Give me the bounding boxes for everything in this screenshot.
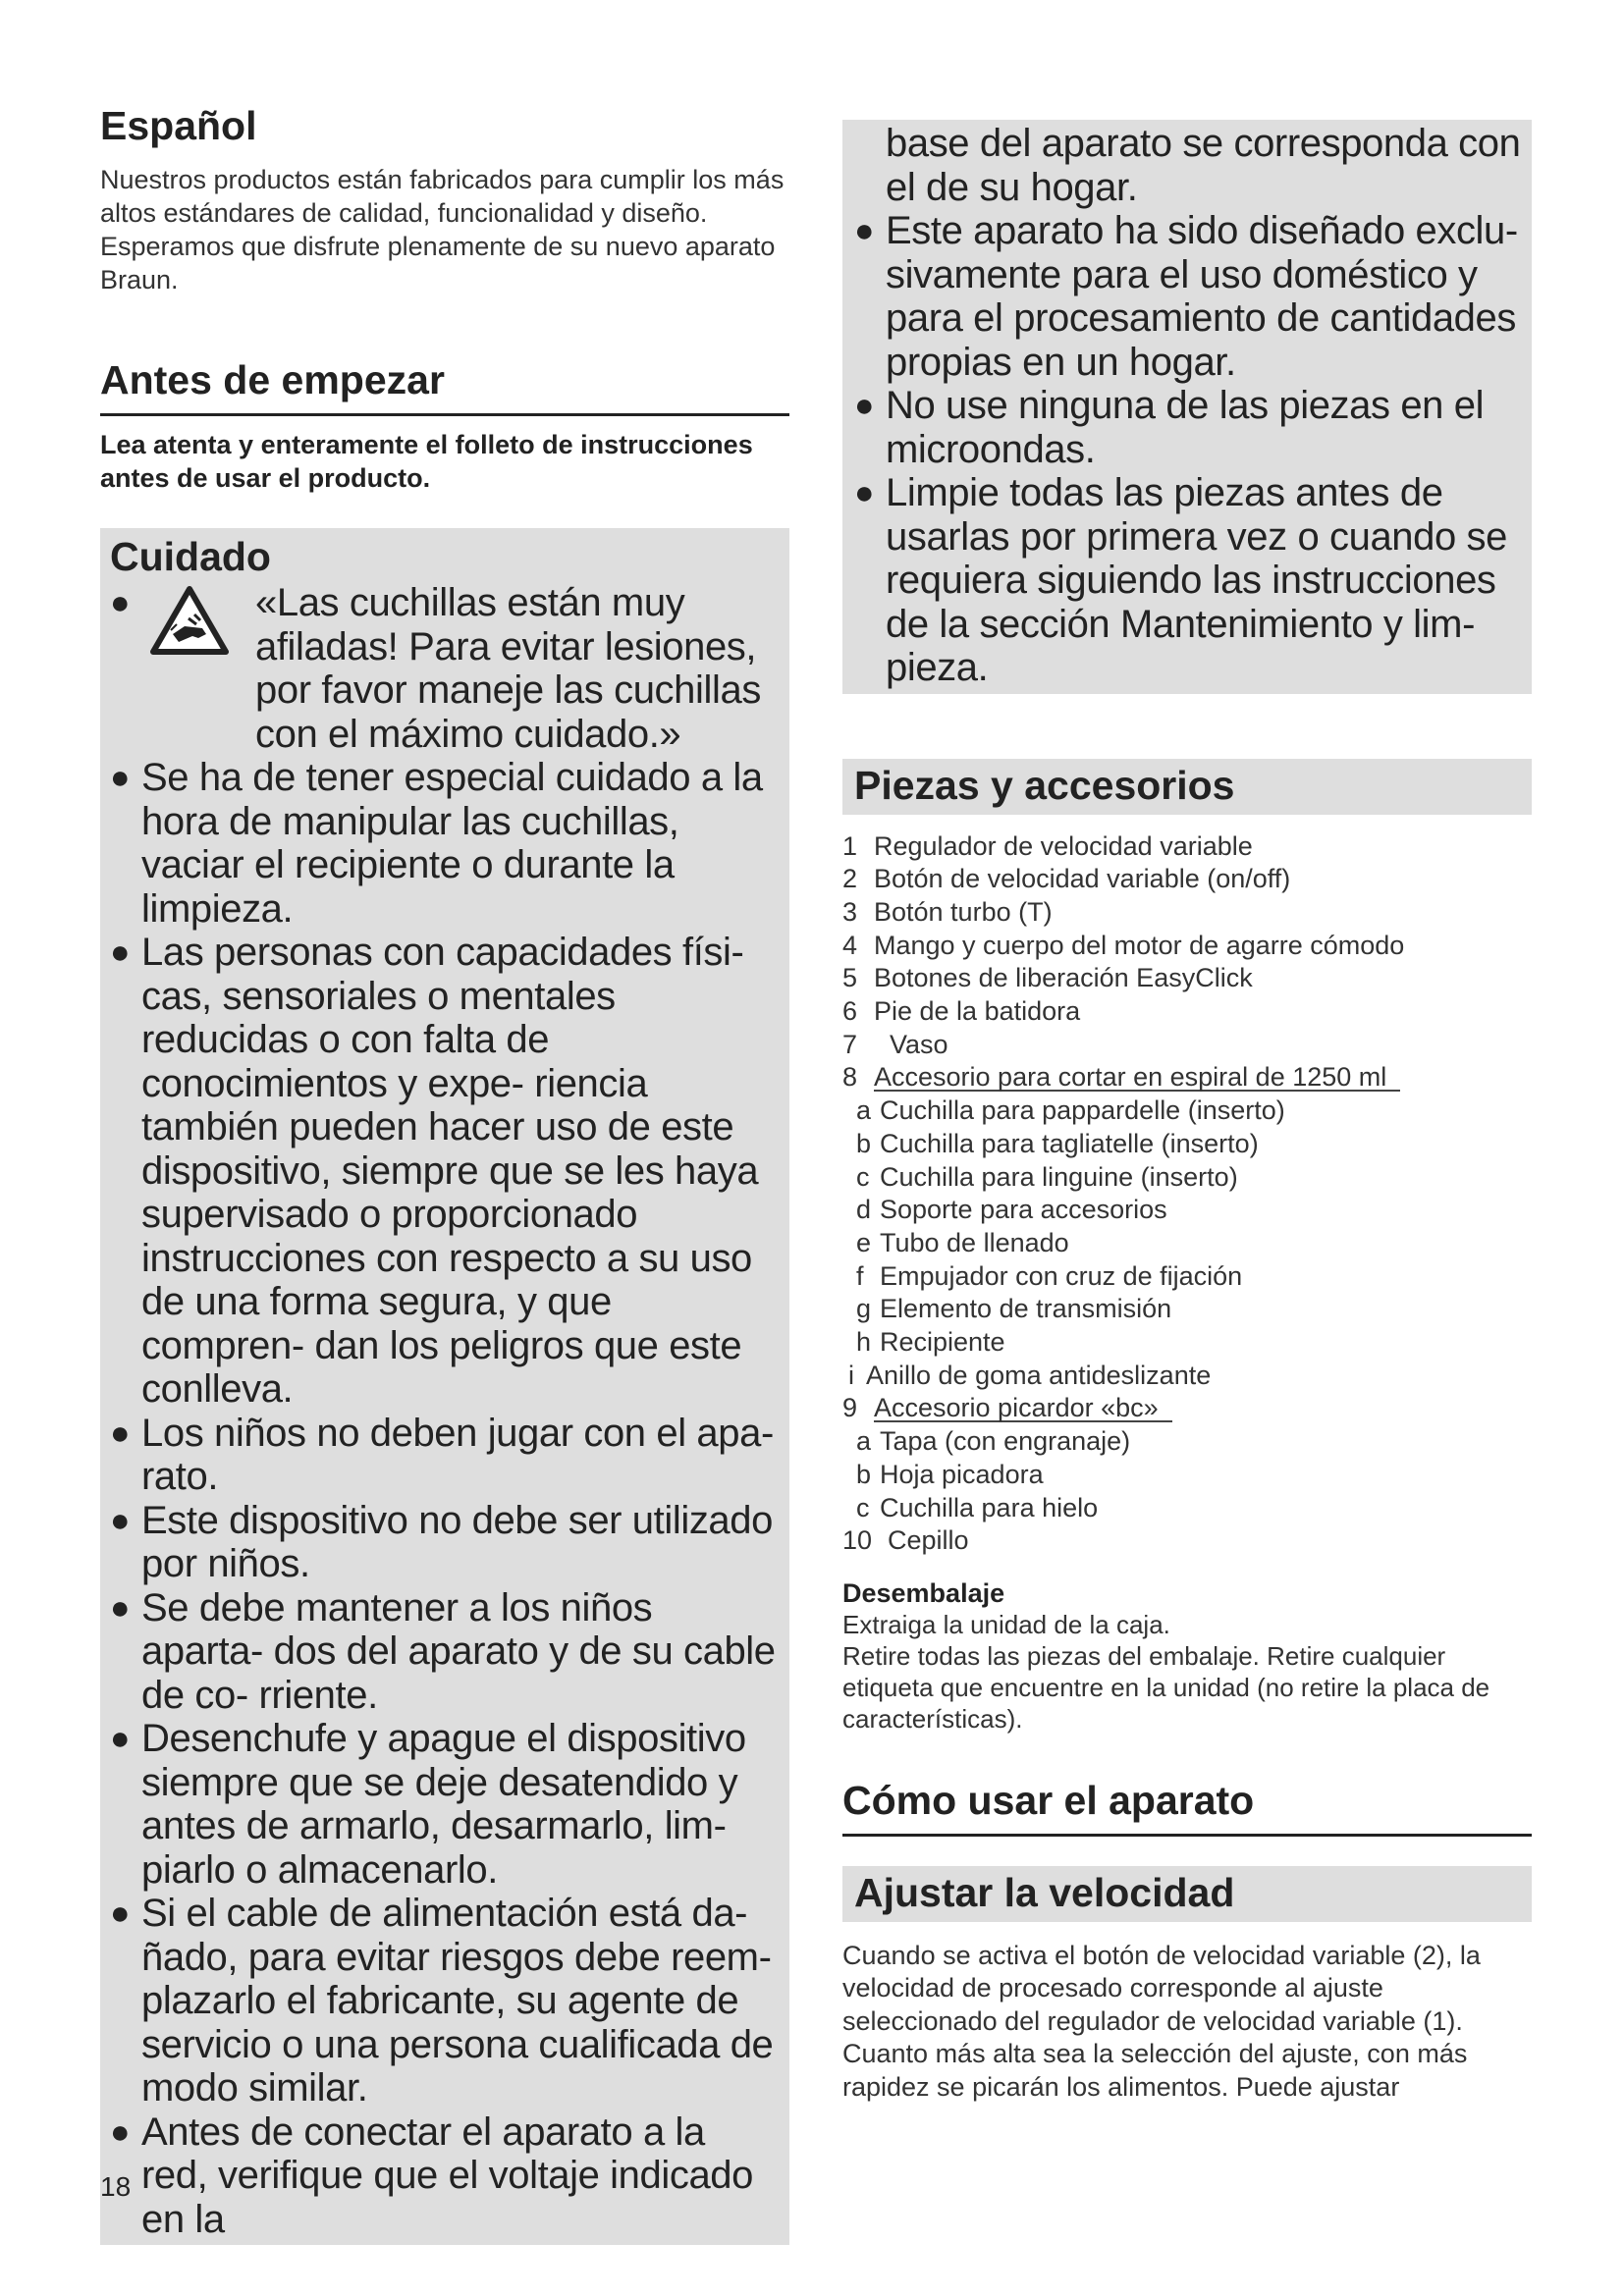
caution-continued-text: base del aparato se corresponda con el de su hogar. bbox=[886, 122, 1521, 209]
how-to-use-title: Cómo usar el aparato bbox=[842, 1778, 1532, 1837]
bullet-dot: ● bbox=[110, 759, 131, 796]
caution-bullet: ● Este dispositivo no debe ser utilizado por niños. bbox=[110, 1498, 773, 1585]
unpack-line-2: Retire todas las piezas del embalaje. Retire cualquier etiqueta que encuentre en la unidad (no retire la placa de características). bbox=[842, 1640, 1490, 1734]
bullet-dot: ● bbox=[854, 387, 875, 424]
list-item: 10 Cepillo bbox=[842, 1525, 969, 1556]
list-item: e Tubo de llenado bbox=[856, 1227, 1069, 1257]
caution-bullet: ● Limpie todas las piezas antes de usarlas por primera vez o cuando se requiera siguiendo las instrucciones de la sección Mantenimiento y lim- pieza. bbox=[854, 471, 1507, 689]
list-item: 4 Mango y cuerpo del motor de agarre cómodo bbox=[842, 930, 1405, 960]
list-item: b Hoja picadora bbox=[856, 1459, 1044, 1489]
list-item: h Recipiente bbox=[856, 1327, 1005, 1358]
bullet-dot: ● bbox=[110, 2112, 131, 2151]
list-item: c Cuchilla para hielo bbox=[856, 1492, 1099, 1522]
bullet-dot: ● bbox=[110, 934, 131, 971]
bullet-dot: ● bbox=[110, 1588, 131, 1627]
list-item: 2 Botón de velocidad variable (on/off) bbox=[842, 864, 1291, 894]
caution-bullet: ● Si el cable de alimentación está da- ñado, para evitar riesgos debe reem- plazarlo el fabricante, su agente de servicio o una persona cualificada de modo similar. bbox=[110, 1892, 774, 2109]
bullet-dot: ● bbox=[110, 1895, 131, 1932]
list-item: g Elemento de transmisión bbox=[856, 1294, 1172, 1324]
warning-text: «Las cuchillas están muy afiladas! Para evitar lesiones, por favor maneje las cuchillas con el máximo cuidado.» bbox=[255, 581, 761, 756]
bullet-dot: ● bbox=[110, 1414, 131, 1452]
language-title: Español bbox=[100, 103, 257, 148]
list-item: 8 Accesorio para cortar en espiral de 1250 ml bbox=[842, 1061, 1532, 1095]
caution-bullet: ● Se debe mantener a los niños aparta- dos del aparato y de su cable de co- rriente. bbox=[110, 1585, 776, 1717]
list-item: i Anillo de goma antideslizante bbox=[848, 1360, 1212, 1390]
list-item: c Cuchilla para linguine (inserto) bbox=[856, 1161, 1238, 1192]
bullet-dot: ● bbox=[110, 1501, 131, 1539]
parts-title: Piezas y accesorios bbox=[842, 759, 1532, 815]
bullet-dot: ● bbox=[110, 584, 131, 621]
caution-bullet: ● No use ninguna de las piezas en el microondas. bbox=[854, 384, 1485, 471]
list-item: a Tapa (con engranaje) bbox=[856, 1426, 1131, 1457]
caution-bullet: ● Este aparato ha sido diseñado exclu- sivamente para el uso doméstico y para el procesamiento de cantidades propias en un hogar. bbox=[854, 209, 1518, 384]
unpack-title: Desembalaje bbox=[842, 1577, 1005, 1608]
list-item: d Soporte para accesorios bbox=[856, 1195, 1167, 1225]
right-column bbox=[842, 120, 1532, 2104]
unpack-line-1: Extraiga la unidad de la caja. bbox=[842, 1609, 1170, 1639]
list-item: 9 Accesorio picardor «bc» bbox=[842, 1392, 1532, 1425]
before-start-title: Antes de empezar bbox=[100, 357, 789, 416]
list-item: 5 Botones de liberación EasyClick bbox=[842, 963, 1253, 993]
read-instructions-note: Lea atenta y enteramente el folleto de instrucciones antes de usar el producto. bbox=[100, 430, 753, 493]
left-column bbox=[100, 103, 789, 2245]
list-item: b Cuchilla para tagliatelle (inserto) bbox=[856, 1128, 1259, 1158]
list-item: 6 Pie de la batidora bbox=[842, 996, 1081, 1027]
caution-title: Cuidado bbox=[110, 534, 271, 579]
bullet-dot: ● bbox=[854, 212, 875, 249]
bullet-dot: ● bbox=[110, 1720, 131, 1757]
caution-warning-item bbox=[110, 581, 778, 756]
intro-paragraph: Nuestros productos están fabricados para cumplir los más altos estándares de calidad, funcionalidad y diseño. Esperamos que disfrute plenamente de su nuevo aparato Braun. bbox=[100, 165, 785, 294]
caution-bullet: ● Antes de conectar el aparato a la red, verifique que el voltaje indicado en la bbox=[110, 2109, 753, 2241]
list-item: 1 Regulador de velocidad variable bbox=[842, 830, 1253, 861]
adjust-speed-text: Cuando se activa el botón de velocidad variable (2), la velocidad de procesado corresponde al ajuste seleccionado del regulador de velocidad variable (1). Cuanto más alta sea la selección del ajuste, con más rapidez se picarán los alimentos. Puede ajustar bbox=[842, 1940, 1481, 2102]
page-number: 18 bbox=[100, 2171, 132, 2202]
adjust-speed-title: Ajustar la velocidad bbox=[842, 1866, 1532, 1922]
caution-bullet: ● Los niños no deben jugar con el apa- rato. bbox=[110, 1411, 774, 1498]
list-item: a Cuchilla para pappardelle (inserto) bbox=[856, 1095, 1285, 1126]
caution-box-continued bbox=[842, 120, 1532, 694]
caution-bullet: ● Se ha de tener especial cuidado a la hora de manipular las cuchillas, vaciar el recipiente o durante la limpieza. bbox=[110, 756, 763, 931]
bullet-dot: ● bbox=[854, 474, 875, 511]
caution-bullet: ● Las personas con capacidades físi- cas, sensoriales o mentales reducidas o con falta de conocimientos y expe- riencia también pueden hacer uso de este dispositivo, siempre que se les haya supervisado o proporcionado instrucciones con respecto a su uso de una forma segura, y que compren- dan los peligros que este conlleva. bbox=[110, 931, 759, 1411]
hand-cut-warning-icon bbox=[149, 585, 230, 666]
list-item: f Empujador con cruz de fijación bbox=[856, 1260, 1243, 1291]
parts-list bbox=[842, 830, 1532, 1558]
caution-box bbox=[100, 528, 789, 2245]
caution-bullet: ● Desenchufe y apague el dispositivo siempre que se deje desatendido y antes de armarlo, desarmarlo, lim- piarlo o almacenarlo. bbox=[110, 1717, 746, 1892]
list-item: 3 Botón turbo (T) bbox=[842, 896, 1053, 927]
list-item: 7 Vaso bbox=[842, 1029, 948, 1059]
